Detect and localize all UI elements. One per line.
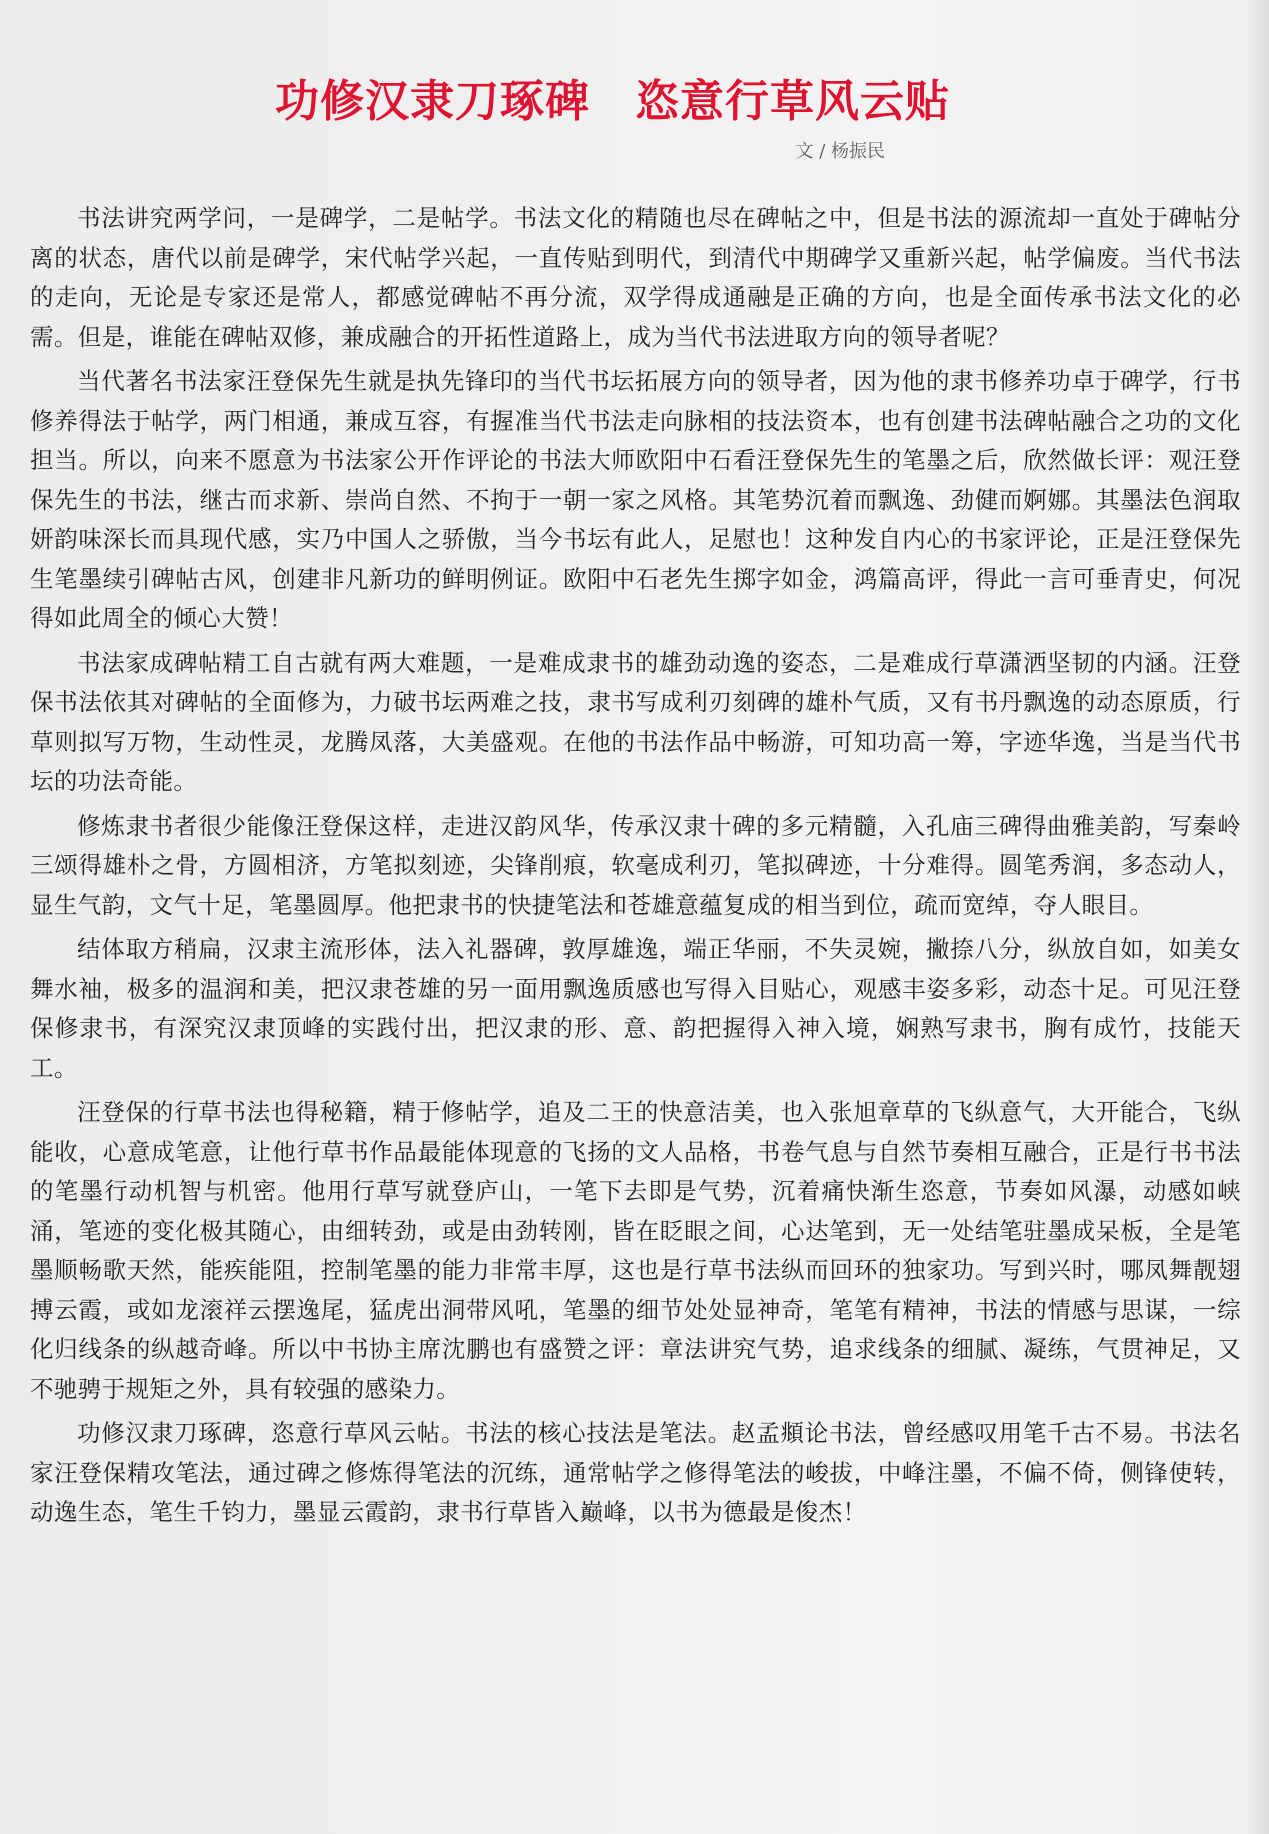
article-title: 功修汉隶刀琢碑 恣意行草风云贴 [275, 76, 950, 127]
paragraph-4: 修炼隶书者很少能像汪登保这样，走进汉韵风华，传承汉隶十碑的多元精髓，入孔庙三碑得曲雅美韵，写秦岭三颂得雄朴之骨，方圆相济，方笔拟刻迹，尖锋削痕，软毫成利刃，笔拟碑迹，十分难得。圆笔秀润，多态动人，显生气韵，文气十足，笔墨圆厚。他把隶书的快捷笔法和苍雄意蕴复成的相当到位，疏而宽绰，夺人眼目。 [30, 811, 1241, 919]
paragraph-6: 汪登保的行草书法也得秘籍，精于修帖学，追及二王的快意洁美，也入张旭章草的飞纵意气，大开能合，飞纵能收，心意成笔意，让他行草书作品最能体现意的飞扬的文人品格，书卷气息与自然节奏相互融合，正是行书书法的笔墨行动机智与机密。他用行草写就登庐山，一笔下去即是气势，沉着痛快渐生恣意，节奏如风瀑，动感如峡涌，笔迹的变化极其随心，由细转劲，或是由劲转刚，皆在眨眼之间，心达笔到，无一处结笔驻墨成呆板，全是笔墨顺畅歌天然，能疾能阻，控制笔墨的能力非常丰厚，这也是行草书法纵而回环的独家功。写到兴时，哪凤舞靓翅搏云霞，或如龙滚祥云摆逸尾，猛虎出洞带风吼，笔墨的细节处处显神奇，笔笔有精神，书法的情感与思谋，一综化归线条的纵越奇峰。所以中书协主席沈鹏也有盛赞之评：章法讲究气势，追求线条的细腻、凝练，气贯神足，又不驰骋于规矩之外，具有较强的感染力。 [30, 1098, 1241, 1403]
page-edge-shadow [1247, 0, 1269, 1834]
paragraph-7: 功修汉隶刀琢碑，恣意行草风云帖。书法的核心技法是笔法。赵孟頫论书法，曾经感叹用笔千古不易。书法名家汪登保精攻笔法，通过碑之修炼得笔法的沉练，通常帖学之修得笔法的峻拔，中峰注墨，不偏不倚，侧锋使转，动逸生态，笔生千钧力，墨显云霞韵，隶书行草皆入巅峰，以书为德最是俊杰！ [30, 1419, 1241, 1526]
paragraph-2: 当代著名书法家汪登保先生就是执先锋印的当代书坛拓展方向的领导者，因为他的隶书修养功卓于碑学，行书修养得法于帖学，两门相通，兼成互容，有握准当代书法走向脉相的技法资本，也有创建书法碑帖融合之功的文化担当。所以，向来不愿意为书法家公开作评论的书法大师欧阳中石看汪登保先生的笔墨之后，欣然做长评：观汪登保先生的书法，继古而求新、崇尚自然、不拘于一朝一家之风格。其笔势沉着而飘逸、劲健而婀娜。其墨法色润取妍韵味深长而具现代感，实乃中国人之骄傲，当今书坛有此人，足慰也！这种发自内心的书家评论，正是汪登保先生笔墨续引碑帖古风，创建非凡新功的鲜明例证。欧阳中石老先生掷字如金，鸿篇高评，得此一言可垂青史，何况得如此周全的倾心大赞！ [30, 367, 1241, 632]
paragraph-5: 结体取方稍扁，汉隶主流形体，法入礼器碑，敦厚雄逸，端正华丽，不失灵婉，撇捺八分，纵放自如，如美女舞水袖，极多的温润和美，把汉隶苍雄的另一面用飘逸质感也写得入目贴心，观感丰姿多彩，动态十足。可见汪登保修隶书，有深究汉隶顶峰的实践付出，把汉隶的形、意、韵把握得入神入境，娴熟写隶书，胸有成竹，技能天工。 [30, 935, 1241, 1082]
article-body [30, 199, 1241, 1533]
paragraph-3: 书法家成碑帖精工自古就有两大难题，一是难成隶书的雄劲动逸的姿态，二是难成行草潇洒坚韧的内涵。汪登保书法依其对碑帖的全面修为，力破书坛两难之技，隶书写成利刃刻碑的雄朴气质，又有书丹飘逸的动态原质，行草则拟写万物，生动性灵，龙腾凤落，大美盛观。在他的书法作品中畅游，可知功高一筹，字迹华逸，当是当代书坛的功法奇能。 [30, 648, 1241, 795]
author-byline: 文 / 杨振民 [795, 141, 885, 162]
paragraph-1: 书法讲究两学问，一是碑学，二是帖学。书法文化的精随也尽在碑帖之中，但是书法的源流却一直处于碑帖分离的状态，唐代以前是碑学，宋代帖学兴起，一直传贴到明代，到清代中期碑学又重新兴起，帖学偏废。当代书法的走向，无论是专家还是常人，都感觉碑帖不再分流，双学得成通融是正确的方向，也是全面传承书法文化的必需。但是，谁能在碑帖双修，兼成融合的开拓性道路上，成为当代书法进取方向的领导者呢？ [30, 204, 1241, 351]
